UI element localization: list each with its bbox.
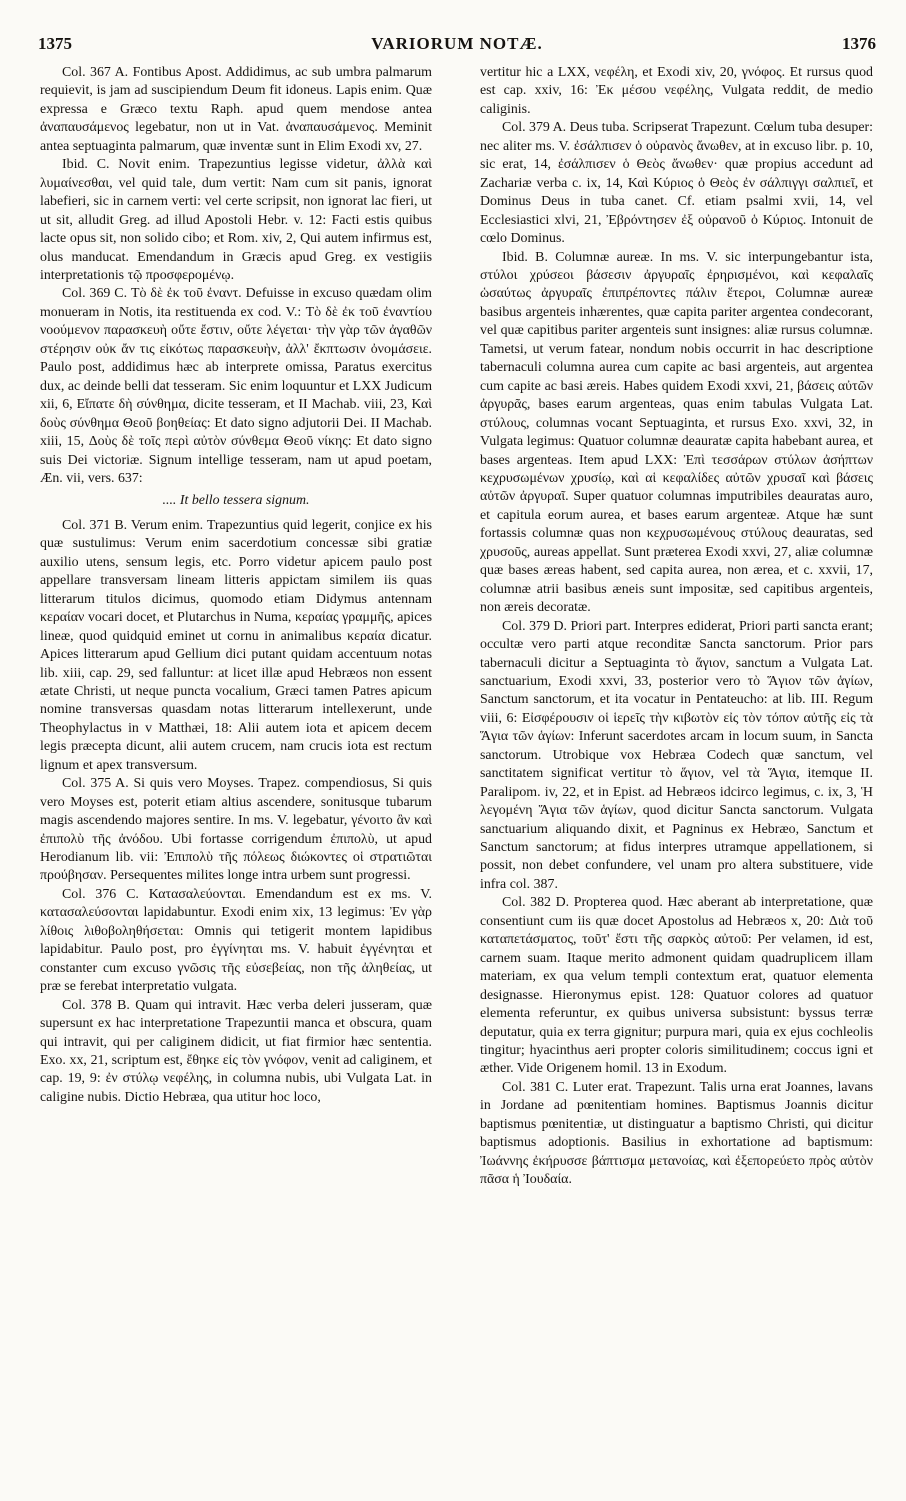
note-paragraph: Col. 376 C. Κατασαλεύονται. Emendandum est ex ms. V. κατασαλεύσονται lapidabuntur. Exodi enim xix, 13 legimus: Ἐν γὰρ λίθοις λιθοβοληθήσεται: Omnis qui tetigerit montem lapidibus lapidabitur. Paulo post, pro ἐγγίνηται ms. V. habuit ἐγγένηται et constanter cum excuso γνῶσις τῆς εὐσεβείας, non τῆς ἀληθείας, ut præ se ferebat interpretatio vulgata.	[40, 886, 432, 995]
note-paragraph: Col. 367 A. Fontibus Apost. Addidimus, ac sub umbra palmarum requievit, is jam ad suscipiendum Deum fit idoneus. Lapis enim. Quæ expressa e Græco textu Raph. apud quem mendose antea ἀναπαυσάμενος legebatur, non ut in Vat. ἀναπαυσάμενος. Meminit antea septuaginta palmarum, quæ inventæ sunt in Elim Exodi xv, 27.	[40, 65, 432, 154]
note-paragraph: Col. 375 A. Si quis vero Moyses. Trapez. compendiosus, Si quis vero Moyses est, poterit etiam altius ascendere, sonitusque tubarum magis ascendendo majores sentire. In ms. V. legebatur, γένοιτο ἂν καὶ ἐπιπολὺ τῆς ἀνόδου. Ubi fortasse corrigendum ἐπιπολὺ, ut apud Herodianum lib. vii: Ἐπιπολὺ τῆς πόλεως διώκοντες οἱ στρατιῶται προύβησαν. Persequentes milites longe intra urbem sunt progressi.	[40, 776, 432, 884]
note-paragraph: Col. 381 C. Luter erat. Trapezunt. Talis urna erat Joannes, lavans in Jordane ad pœnitentiam homines. Baptismus Joannis dicitur baptismus pœnitentiæ, ut distinguatur a baptismo Christi, qui dicitur baptismus adoptionis. Basilius in exhortatione ad baptismum: Ἰωάννης ἐκήρυσσε βάπτισμα μετανοίας, καὶ ἐξεπορεύετο πρὸς αὐτὸν πᾶσα ἡ Ἰουδαία.	[480, 1079, 873, 1188]
page-number-left: 1375	[38, 34, 72, 53]
note-paragraph: Col. 382 D. Propterea quod. Hæc aberant ab interpretatione, quæ consentiunt cum iis quæ docet Apostolus ad Hebræos x, 20: Διὰ τοῦ καταπετάσματος, τοῦτ' ἔστι τῆς σαρκὸς αὐτοῦ: Per velamen, id est, carnem suam. Itaque merito admonent quidam quadruplicem illam materiam, ex qua velum templi contextum erat, quatuor elementa designasse. Hieronymus epist. 128: Quatuor colores ad quatuor elementa referuntur, ex quibus universa subsistunt: byssus terræ deputatur, quia ex terra gignitur; purpura mari, quia ex ejus cochleolis tingitur; hyacinthus aeri propter coloris similitudinem; coccus igni et æther. Vide Origenem homil. 13 in Exodum.	[480, 895, 873, 1077]
note-paragraph: Ibid. B. Columnæ aureæ. In ms. V. sic interpungebantur ista, στύλοι χρύσεοι βάσεσιν ἀργυραῖς ἐρηρισμένοι, καὶ κεφαλαῖς ὡσαύτως ἀργυραῖς ἐπιπρέποντες πάλιν ἕτεροι, Columnæ aureæ basibus argenteis inhærentes, quæ capita pariter argentea condecorant, vel quæ capitibus pariter argenteis sunt insignes: aliæ rursus columnæ. Tametsi, ut verum fatear, nondum nobis occurrit in hac descriptione tabernaculi columna aurea cum capite ac basi argenteis, aut argentea cum capite ac basi æreis. Habes quidem Exodi xxvi, 21, βάσεις αὐτῶν ἀργυρᾶς, bases earum argenteas, quas enim tabulas Vulgata Lat. στύλους, columnas vocant Septuaginta, et rursus Exo. xxvi, 32, in Vulgata legimus: Quatuor columnæ deauratæ capita habebant aurea, et bases argenteas. Item apud LXX: Ἐπὶ τεσσάρων στύλων ἀσήπτων κεχρυσωμένων χρυσίῳ, καὶ αἱ κεφαλίδες αὐτῶν χρυσαῖ καὶ βάσεις αὐτῶν ἀργυραῖ. Super quatuor columnas imputribiles deauratas auro, et capitula eorum aurea, et bases earum argenteæ. Atque hæ sunt fortassis columnæ quas non κεχρυσωμένους στύλους deauratas, sed χρυσοῦς, aureas appellat. Sunt præterea Exodi xxvi, 27, aliæ columnæ quæ bases æreas habent, sed capita aurea, non ærea, et c. xxvii, 17, columnæ atrii basibus æneis sunt impositæ, sed capitibus argenteis, non æreis decoratæ.	[480, 249, 873, 616]
note-paragraph: Col. 379 A. Deus tuba. Scripserat Trapezunt. Cœlum tuba desuper: nec aliter ms. V. ἐσάλπισεν ὁ οὐρανὸς ἄνωθεν, at in excuso libr. p. 10, sic erat, 14, ἐσάλπισεν ὁ Θεὸς ἄνωθεν· quæ propius accedunt ad Zachariæ verba c. ix, 14, Καὶ Κύριος ὁ Θεὸς ἐν σάλπιγγι σαλπιεῖ, et Dominus Deus in tuba canet. Cf. etiam psalmi xvii, 14, vel Ecclesiastici xlvi, 21, Ἐβρόντησεν ἐξ οὐρανοῦ ὁ Κύριος. Intonuit de cœlo Dominus.	[480, 120, 873, 247]
page-header	[38, 34, 876, 60]
note-paragraph: Col. 371 B. Verum enim. Trapezuntius quid legerit, conjice ex his quæ sustulimus: Verum enim sacerdotium concessæ sibi gratiæ auxilio utens, sensum legis, etc. Porro videtur apicem paulo post appellare transversam lineam litteris appictam similem iis quas litterarum titulos dicimus, quomodo etiam Didymus antennam κεραίαν vocari docet, et Plutarchus in Numa, κεραίας γραμμῆς, apices lineæ, quod quidquid eminet ut cornu in animalibus κεραία dicatur. Apices litterarum apud Gellium dici putant quidam accentuum notas lib. xiii, cap. 29, sed falluntur: at licet illæ apud Hebræos non essent ætate Christi, ut neque puncta vocalium, Græci tamen Patres apicum nomine transversas quasdam notas litterarum intellexerunt, unde Theophylactus in v Matthæi, 18: Alii autem iota et apicem decem legis præcepta dicunt, alii autem crucem, nam crucis iota est rectum lignum et apex transversum.	[40, 517, 432, 773]
note-paragraph: vertitur hic a LXX, νεφέλη, et Exodi xiv, 20, γνόφος. Et rursus quod est cap. xxiv, 16: Ἐκ μέσου νεφέλης, Vulgata reddit, de medio caliginis.	[480, 65, 873, 117]
page-number-right: 1376	[842, 34, 876, 53]
note-paragraph: Col. 378 B. Quam qui intravit. Hæc verba deleri jusseram, quæ supersunt ex hac interpretatione Trapezuntii manca et obscura, quam qui intravit, qui per caliginem didicit, ut fiat firmior hæc sententia. Exo. xx, 21, scriptum est, ἔθηκε εἰς τὸν γνόφον, venit ad caliginem, et cap. 19, 9: ἐν στύλῳ νεφέλης, in columna nubis, ubi Vulgata Lat. in caligine nubis. Dictio Hebræa, qua utitur hoc loco,	[40, 997, 432, 1105]
note-paragraph: Col. 369 C. Τὸ δὲ ἐκ τοῦ ἐναντ. Defuisse in excuso quædam olim monueram in Notis, ita restituenda ex cod. V.: Τὸ δὲ ἐκ τοῦ ἐναντίου νοούμενον παρασκευὴ οὔτε ἔστιν, οὔτε λέγεται· τὴν γὰρ τῶν ἀγαθῶν στέρησιν οὐκ ἄν τις εἰκότως παρασκευὴν, ἀλλ' ἔκπτωσιν ὀνομάσειε. Paulo post, addidimus hæc ab interprete omissa, Paratus exercitus dux, ac deinde belli dat tesseram. Sic enim loquuntur et LXX Judicum xii, 6, Εἴπατε δὴ σύνθημα, dicite tesseram, et II Machab. viii, 23, Καὶ δοὺς σύνθημα Θεοῦ βοηθείας: Et dato signo adjutorii Dei. II Machab. xiii, 15, Δοὺς δὲ τοῖς περὶ αὐτὸν σύνθεμα Θεοῦ νίκης: Et dato signo suis Dei victoriæ. Signum intellige tesseram, nam ut apud poetam, Æn. vii, vers. 637:	[40, 286, 432, 486]
left-column	[40, 64, 432, 1107]
note-paragraph: Col. 379 D. Priori part. Interpres ediderat, Priori parti sancta erant; occultæ vero parti atque reconditæ Sancta sanctorum. Prior pars tabernaculi dicitur a Septuaginta τὸ ἅγιον, sanctum a Vulgata Lat. sanctuarium, Exodi xxvi, 33, posterior vero τὸ Ἅγιον τῶν ἁγίων, Sanctum sanctorum, et ita vocatur in Pentateucho: at lib. III. Regum viii, 6: Εἰσφέρουσιν οἱ ἱερεῖς τὴν κιβωτὸν εἰς τὸν τόπον αὐτῆς εἰς τὰ Ἅγια τῶν ἁγίων: Inferunt sacerdotes arcam in locum suum, in Sancta sanctorum. Utrobique vox Hebræa Codech quæ sanctum, vel sanctitatem significat vertitur τὸ ἅγιον, vel τὰ Ἅγια, itemque II. Paralipom. iv, 22, et in Epist. ad Hebræos idcirco legimus, c. ix, 3, Ἡ λεγομένη Ἅγια τῶν ἁγίων, quod dicitur Sancta sanctorum. Vulgata sanctuarium aliquando dixit, et Pagninus ex Hebræo, Sanctum et Sanctum sanctorum; at fidus interpres utramque appellationem, si possit, non debet confundere, vel unam pro altera substituere, vide infra col. 387.	[480, 618, 873, 892]
verse-quote: .... It bello tessera signum.	[162, 493, 310, 509]
running-title: VARIORUM NOTÆ.	[371, 34, 543, 53]
right-column	[480, 64, 873, 1190]
note-paragraph: Ibid. C. Novit enim. Trapezuntius legisse videtur, ἀλλὰ καὶ λυμαίνεσθαι, vel quid tale, dum vertit: Nam cum sit panis, ignorat labefieri, sic in carnem verti: vel certe scripsit, non ignorat lac fieri, ut ut sit, alludit Greg. ad illud Apostoli Hebr. v. 12: Facti estis quibus lacte opus sit, non solido cibo; et Rom. xiv, 2, Qui autem infirmus est, olus manducat. Emendandum in Græcis apud Greg. ex vestigiis interpretationis τῷ προσφερομένῳ.	[40, 157, 432, 283]
